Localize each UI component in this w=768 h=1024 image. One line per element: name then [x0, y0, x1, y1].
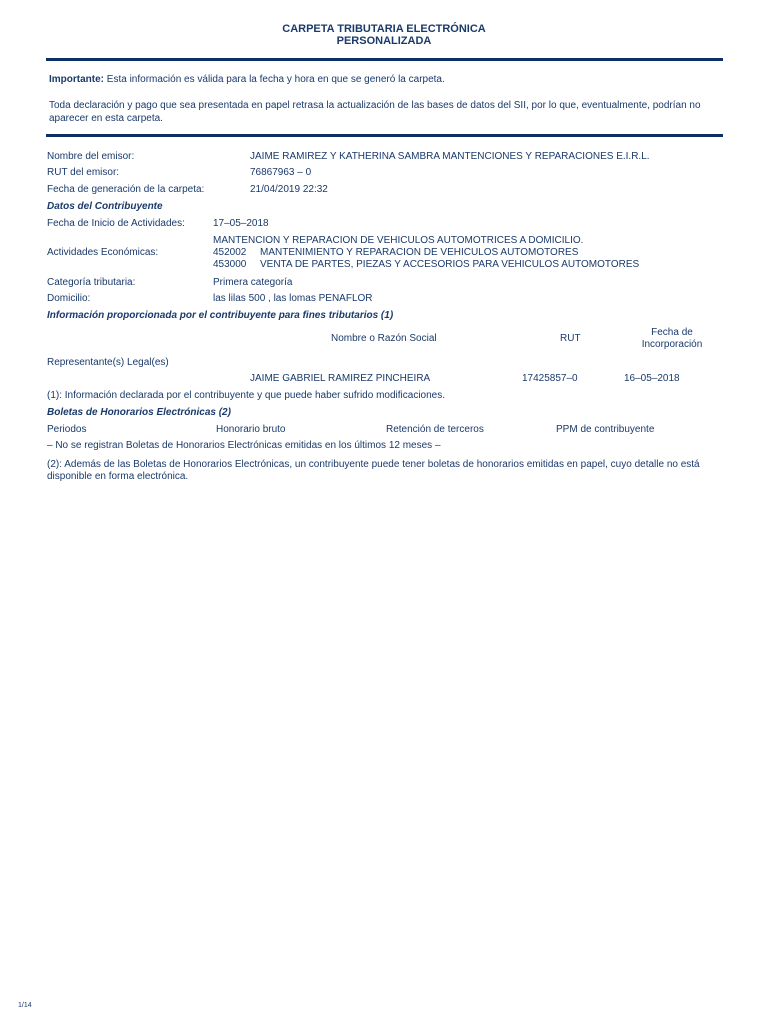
- activity-desc: VENTA DE PARTES, PIEZAS Y ACCESORIOS PARA VEHICULOS AUTOMOTORES: [260, 259, 640, 270]
- activity-code: 452002: [213, 247, 247, 258]
- col-header-name: Nombre o Razón Social: [331, 333, 437, 344]
- activity-desc: MANTENCION Y REPARACION DE VEHICULOS AUTOMOTRICES A DOMICILIO.: [213, 235, 584, 246]
- footnote-2: (2): Además de las Boletas de Honorarios Electrónicas, un contribuyente puede tener boletas de honorarios emitidas en papel, cuyo detalle no está disponible en forma electrónica.: [47, 459, 700, 482]
- section-title-boletas: Boletas de Honorarios Electrónicas (2): [47, 407, 231, 418]
- section-title-info: Información proporcionada por el contribuyente para fines tributarios (1): [47, 310, 394, 321]
- address-value: las lilas 500 , las lomas PENAFLOR: [213, 293, 373, 304]
- footnote-1: (1): Información declarada por el contribuyente y que puede haber sufrido modificaciones.: [47, 390, 446, 401]
- emisor-rut-value: 76867963 – 0: [250, 167, 312, 178]
- tax-category-label: Categoría tributaria:: [47, 277, 136, 288]
- generation-date-value: 21/04/2019 22:32: [250, 184, 328, 195]
- economic-activity-2: [213, 259, 640, 271]
- col-header-rut: RUT: [560, 333, 581, 344]
- emisor-name-label: Nombre del emisor:: [47, 151, 135, 162]
- col-header-withholding: Retención de terceros: [386, 424, 484, 435]
- col-header-ppm: PPM de contribuyente: [556, 424, 655, 435]
- section-title-contribuyente: Datos del Contribuyente: [47, 201, 163, 212]
- representative-name: JAIME GABRIEL RAMIREZ PINCHEIRA: [250, 373, 431, 384]
- important-label: Importante:: [49, 74, 104, 85]
- economic-activity-1: [213, 247, 579, 259]
- generation-date-label: Fecha de generación de la carpeta:: [47, 184, 205, 195]
- col-header-date-line1: Fecha de: [651, 327, 693, 338]
- col-header-date-line2: Incorporación: [641, 339, 703, 350]
- representative-rut: 17425857–0: [522, 373, 578, 384]
- important-notice: [49, 74, 445, 86]
- legal-representatives-label: Representante(s) Legal(es): [47, 357, 169, 368]
- top-divider: [46, 58, 723, 61]
- representative-date: 16–05–2018: [624, 373, 680, 384]
- activity-code: 453000: [213, 259, 247, 270]
- activity-start-label: Fecha de Inicio de Actividades:: [47, 218, 185, 229]
- economic-activities-label: Actividades Económicas:: [47, 247, 159, 258]
- emisor-name-value: JAIME RAMIREZ Y KATHERINA SAMBRA MANTENCIONES Y REPARACIONES E.I.R.L.: [250, 151, 650, 162]
- address-label: Domicilio:: [47, 293, 91, 304]
- emisor-rut-label: RUT del emisor:: [47, 167, 120, 178]
- col-header-periods: Periodos: [47, 424, 87, 435]
- economic-activity-0: [213, 235, 583, 247]
- important-text: Esta información es válida para la fecha y hora en que se generó la carpeta.: [106, 74, 445, 85]
- notice-paragraph: Toda declaración y pago que sea presentada en papel retrasa la actualización de las bases de datos del SII, por lo que, eventualmente, podrían no aparecer en esta carpeta.: [49, 100, 701, 124]
- tax-category-value: Primera categoría: [213, 277, 293, 288]
- activity-desc: MANTENIMIENTO Y REPARACION DE VEHICULOS AUTOMOTORES: [260, 247, 579, 258]
- no-records-message: – No se registran Boletas de Honorarios Electrónicas emitidas en los últimos 12 meses –: [47, 440, 441, 451]
- activity-start-value: 17–05–2018: [213, 218, 269, 229]
- document-title-line2: PERSONALIZADA: [336, 35, 432, 47]
- document-title-line1: CARPETA TRIBUTARIA ELECTRÓNICA: [282, 23, 486, 35]
- bottom-divider: [46, 134, 723, 137]
- page-number: 1/14: [18, 1002, 32, 1009]
- col-header-gross-fee: Honorario bruto: [216, 424, 286, 435]
